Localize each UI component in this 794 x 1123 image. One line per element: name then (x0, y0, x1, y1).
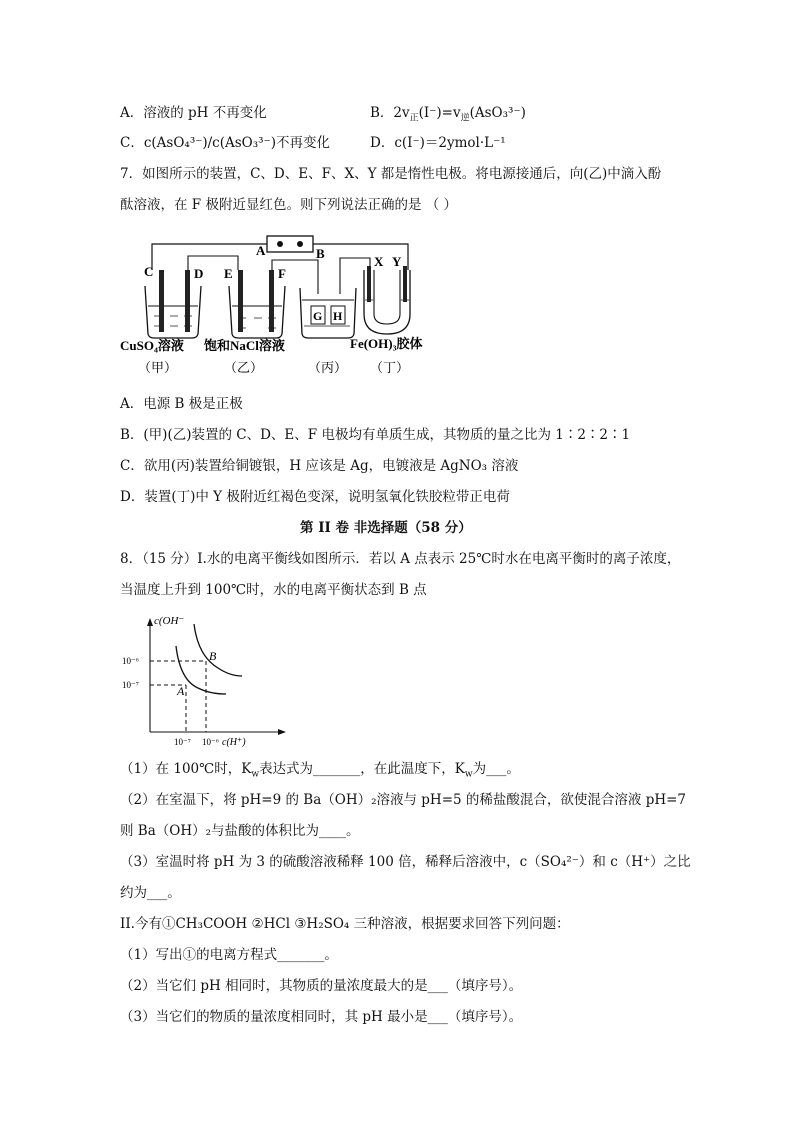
q8-part-ii-3: （3）当它们的物质的量浓度相同时，其 pH 最小是___（填序号）。 (120, 1009, 523, 1025)
electrode-y (403, 266, 407, 302)
solution-ding: Fe(OH)₃胶体 (350, 336, 423, 351)
q7-option-d: D．装置(丁)中 Y 极附近红褐色变深，说明氢氧化铁胶粒带正电荷 (120, 489, 510, 505)
electrode-c (159, 270, 164, 332)
power-terminal-b (297, 241, 303, 247)
q8-part-1-a: （1）在 100℃时，K (120, 761, 252, 777)
name-ding: （丁） (370, 360, 410, 375)
point-a-label: A (177, 684, 185, 698)
electrode-f (269, 270, 274, 332)
power-supply (267, 236, 313, 252)
label-e: E (224, 266, 233, 281)
q7-stem-line2: 酞溶液，在 F 极附近显红色。则下列说法正确的是 （ ） (120, 197, 458, 213)
q8-part-2-line1: （2）在室温下，将 pH=9 的 Ba（OH）₂溶液与 pH=5 的稀盐酸混合，欲使混合溶液 pH=7 (120, 792, 687, 808)
section-2-title: 第 II 卷 非选择题（58 分） (300, 520, 472, 536)
q8-part-ii-1: （1）写出①的电离方程式_______。 (120, 947, 338, 963)
q8-stem-line2: 当温度上升到 100℃时，水的电离平衡状态到 B 点 (120, 582, 427, 598)
label-g: G (313, 309, 323, 323)
y-tick-1e-7: 10⁻⁷ (122, 680, 139, 690)
q7-option-a: A．电源 B 极是正极 (120, 396, 243, 412)
q6-option-b-end: (AsO₃³⁻) (469, 105, 526, 121)
q6-option-a: A．溶液的 pH 不再变化 (120, 105, 267, 121)
q8-part-1-c: 为___。 (472, 761, 520, 777)
label-b: B (316, 246, 325, 261)
q7-stem-line1: 7．如图所示的装置，C、D、E、F、X、Y 都是惰性电极。将电源接通后，向(乙)中滴入酚 (120, 166, 662, 182)
y-tick-1e-6: 10⁻⁶ (122, 656, 139, 666)
label-f: F (278, 266, 286, 281)
q8-ionization-graph (118, 612, 288, 752)
point-b-label: B (209, 649, 217, 663)
q6-option-b-sub2: 逆 (460, 113, 470, 124)
q7-option-c: C．欲用(丙)装置给铜镀银，H 应该是 Ag，电镀液是 AgNO₃ 溶液 (120, 458, 519, 474)
label-d: D (194, 266, 204, 281)
name-bing: （丙） (308, 360, 348, 375)
x-tick-1e-7: 10⁻⁷ (174, 737, 191, 747)
q8-part-3-line2: 约为___。 (120, 885, 181, 901)
q8-part-3-line1: （3）室温时将 pH 为 3 的硫酸溶液稀释 100 倍，稀释后溶液中，c（SO₄²⁻）和 c（H⁺）之比 (120, 854, 691, 870)
q7-apparatus-figure (118, 230, 458, 380)
q6-option-b-mid: (I⁻)=v (418, 105, 461, 121)
q8-part-1-sub-w: w (251, 769, 260, 780)
beaker-bing (300, 288, 356, 338)
q8-part-1-sub-w2: w (464, 769, 473, 780)
solution-yi: 饱和NaCl溶液 (204, 338, 285, 353)
beaker-jia (145, 286, 201, 338)
q6-option-b (370, 104, 526, 128)
beaker-yi (229, 286, 285, 338)
power-terminal-a (277, 241, 283, 247)
q8-part-ii-2: （2）当它们 pH 相同时，其物质的量浓度最大的是___（填序号）。 (120, 978, 523, 994)
curve-100c (194, 624, 242, 676)
q8-part-1-b: 表达式为_______，在此温度下，K (259, 761, 465, 777)
q7-option-b: B．(甲)(乙)装置的 C、D、E、F 电极均有单质生成，其物质的量之比为 1∶2∶2∶1 (120, 427, 631, 443)
electrode-x (367, 266, 371, 302)
q8-part-2-line2: 则 Ba（OH）₂与盐酸的体积比为____。 (120, 823, 360, 839)
q8-part-ii-stem: II.今有①CH₃COOH ②HCl ③H₂SO₄ 三种溶液，根据要求回答下列问题： (120, 916, 570, 932)
x-axis-label: c(H⁺) (222, 737, 246, 748)
wire-left (152, 244, 267, 270)
electrode-e (238, 270, 243, 332)
q6-option-b-sub1: 正 (409, 113, 419, 124)
solution-jia: CuSO₄溶液 (120, 338, 184, 353)
q6-option-b-pre: B．2v (370, 105, 410, 121)
name-yi: （乙） (224, 360, 264, 375)
label-x: X (374, 254, 384, 269)
x-tick-1e-6: 10⁻⁶ (202, 737, 219, 747)
q8-stem-line1: 8．（15 分）I.水的电离平衡线如图所示．若以 A 点表示 25℃时水在电离平衡时的离子浓度， (120, 551, 681, 567)
name-jia: （甲） (138, 360, 178, 375)
q6-option-c: C．c(AsO₄³⁻)/c(AsO₃³⁻)不再变化 (120, 135, 330, 151)
label-h: H (333, 309, 343, 323)
q8-part-1 (120, 760, 520, 784)
electrode-d (185, 270, 190, 332)
label-c: C (144, 264, 154, 279)
label-a: A (256, 243, 266, 258)
y-axis-label: c(OH⁻ (154, 615, 185, 627)
q6-option-d: D．c(I⁻)＝2ymol·L⁻¹ (370, 135, 506, 151)
label-y: Y (392, 254, 402, 269)
wire-h-x (340, 258, 370, 294)
